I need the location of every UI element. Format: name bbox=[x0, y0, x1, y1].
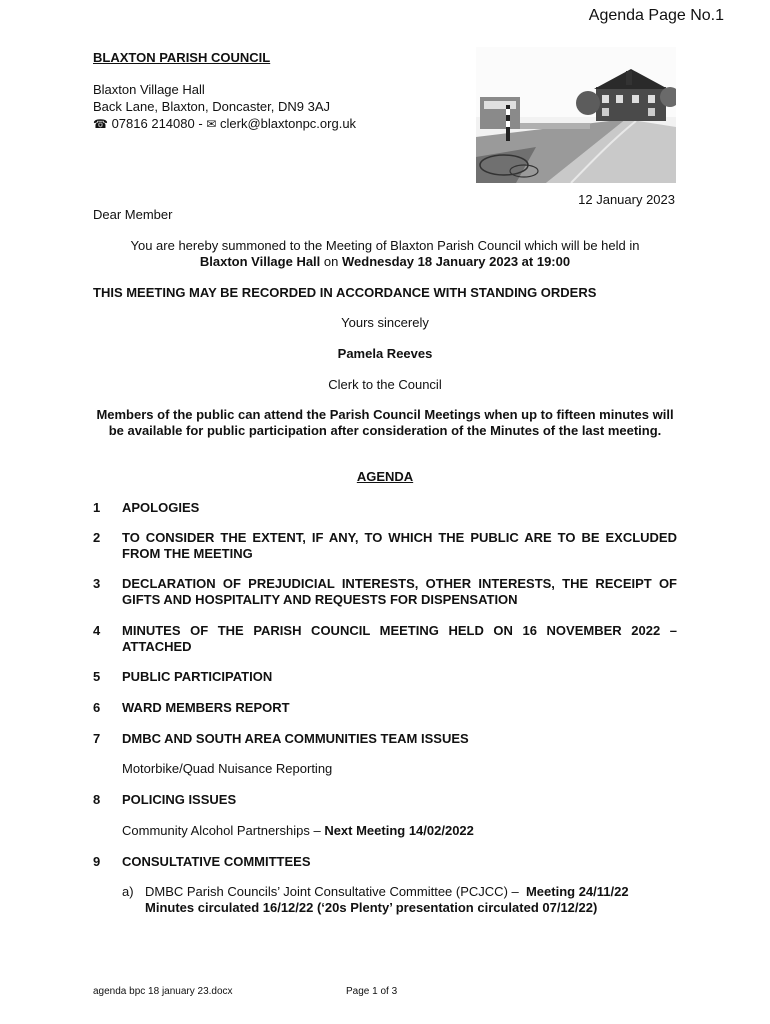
envelope-icon: ✉ bbox=[206, 117, 217, 131]
address-line-1: Blaxton Village Hall bbox=[93, 82, 205, 97]
agenda-item bbox=[93, 700, 677, 716]
agenda-item-number: 8 bbox=[93, 792, 101, 807]
footer-filename: agenda bpc 18 january 23.docx bbox=[93, 986, 233, 997]
agenda-item-text: POLICING ISSUES bbox=[122, 792, 237, 807]
agenda-item bbox=[93, 792, 677, 808]
email-address[interactable]: clerk@blaxtonpc.org.uk bbox=[220, 116, 357, 131]
agenda-item-number: 9 bbox=[93, 854, 101, 869]
summons-details bbox=[93, 254, 677, 270]
agenda-item bbox=[93, 576, 677, 608]
public-participation-notice: Members of the public can attend the Parish Council Meetings when up to fifteen minutes will be available for public participation after consideration of the Minutes of the last meeting. bbox=[96, 407, 674, 438]
agenda-item bbox=[93, 530, 677, 562]
agenda-item bbox=[93, 500, 677, 516]
village-photo bbox=[476, 47, 676, 183]
subitem-text: Community Alcohol Partnerships – bbox=[122, 823, 325, 838]
summons-intro: You are hereby summoned to the Meeting of Blaxton Parish Council which will be held in bbox=[130, 238, 640, 253]
agenda-subitem bbox=[122, 884, 677, 916]
footer-page-count: Page 1 of 3 bbox=[346, 986, 398, 997]
agenda-subitem: Motorbike/Quad Nuisance Reporting bbox=[122, 761, 333, 776]
recording-notice: THIS MEETING MAY BE RECORDED IN ACCORDANCE WITH STANDING ORDERS bbox=[93, 285, 597, 300]
agenda-item-text: CONSULTATIVE COMMITTEES bbox=[122, 854, 311, 869]
summons-venue: Blaxton Village Hall bbox=[199, 254, 321, 269]
agenda-item-text: WARD MEMBERS REPORT bbox=[122, 700, 290, 715]
letter-date: 12 January 2023 bbox=[578, 192, 675, 207]
subitem-meeting-details: Meeting 24/11/22 Minutes circulated 16/12/22 (‘20s Plenty’ presentation circulated 07/12/22) bbox=[145, 884, 629, 915]
agenda-item-number: 1 bbox=[93, 500, 101, 515]
contact-line bbox=[93, 115, 356, 133]
agenda-item-number: 7 bbox=[93, 731, 101, 746]
agenda-item-text: MINUTES OF THE PARISH COUNCIL MEETING HELD ON 16 NOVEMBER 2022 – ATTACHED bbox=[122, 623, 677, 654]
agenda-item-text: APOLOGIES bbox=[122, 500, 200, 515]
agenda-item bbox=[93, 669, 677, 685]
agenda-item-number: 5 bbox=[93, 669, 101, 684]
agenda-page-number: Agenda Page No.1 bbox=[588, 7, 724, 24]
agenda-item-text: DMBC AND SOUTH AREA COMMUNITIES TEAM ISSUES bbox=[122, 731, 469, 746]
subitem-label: a) bbox=[122, 884, 134, 899]
signatory-role: Clerk to the Council bbox=[328, 377, 442, 392]
meeting-summons bbox=[93, 238, 677, 270]
contact-separator: - bbox=[198, 116, 203, 131]
agenda-subitem bbox=[122, 823, 677, 839]
closing: Yours sincerely bbox=[341, 315, 429, 330]
agenda-item bbox=[93, 854, 677, 870]
agenda-item-number: 3 bbox=[93, 576, 101, 591]
phone-number: 07816 214080 bbox=[111, 116, 195, 131]
agenda-item-number: 4 bbox=[93, 623, 101, 638]
subitem-next-meeting: Next Meeting 14/02/2022 bbox=[324, 823, 474, 838]
subitem-text: DMBC Parish Councils’ Joint Consultative Committee (PCJCC) – bbox=[145, 884, 526, 899]
signatory-name: Pamela Reeves bbox=[337, 346, 433, 361]
agenda-item-text: DECLARATION OF PREJUDICIAL INTERESTS, OTHER INTERESTS, THE RECEIPT OF GIFTS AND HOSPITALITY AND REQUESTS FOR DISPENSATION bbox=[122, 576, 677, 607]
address-line-2: Back Lane, Blaxton, Doncaster, DN9 3AJ bbox=[93, 99, 331, 114]
council-name: BLAXTON PARISH COUNCIL bbox=[93, 50, 271, 65]
agenda-item-text: PUBLIC PARTICIPATION bbox=[122, 669, 273, 684]
agenda-item bbox=[93, 623, 677, 655]
agenda-title: AGENDA bbox=[356, 469, 414, 484]
agenda-item bbox=[93, 731, 677, 747]
agenda-item-text: TO CONSIDER THE EXTENT, IF ANY, TO WHICH THE PUBLIC ARE TO BE EXCLUDED FROM THE MEETING bbox=[122, 530, 677, 561]
agenda-item-number: 2 bbox=[93, 530, 101, 545]
salutation: Dear Member bbox=[93, 207, 173, 222]
summons-date-time: Wednesday 18 January 2023 at 19:00 bbox=[341, 254, 571, 269]
summons-on: on bbox=[320, 254, 342, 269]
agenda-item-number: 6 bbox=[93, 700, 101, 715]
subitem-body bbox=[145, 884, 677, 916]
telephone-icon: ☎ bbox=[93, 117, 108, 131]
